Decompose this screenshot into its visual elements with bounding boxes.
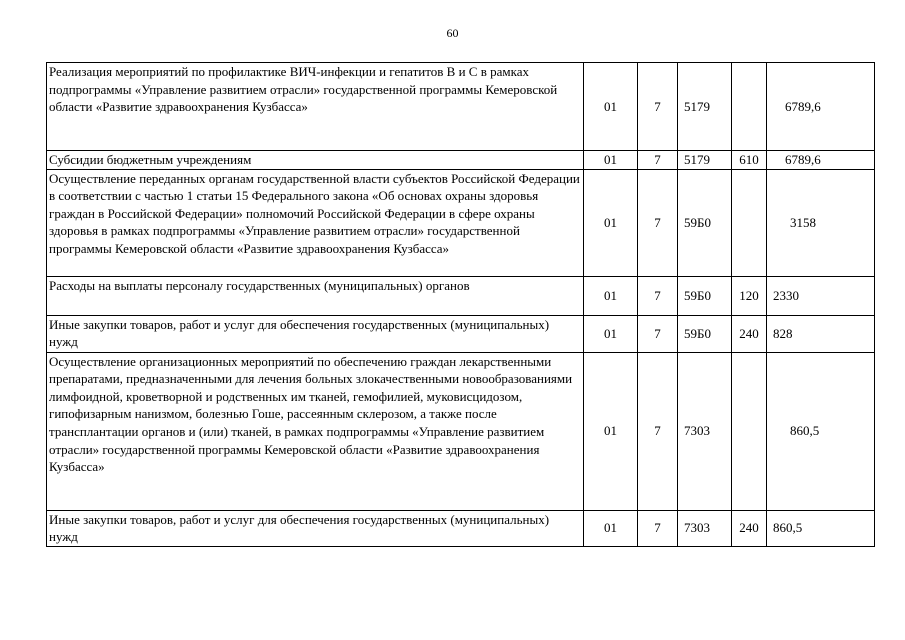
table-row bbox=[47, 169, 875, 276]
table-row bbox=[47, 151, 875, 170]
row-subsection: 7 bbox=[638, 510, 678, 546]
row-section: 01 bbox=[584, 315, 638, 352]
row-subsection: 7 bbox=[638, 352, 678, 510]
row-expense-type bbox=[732, 63, 767, 151]
row-target: 59Б0 bbox=[678, 276, 732, 315]
row-target: 7303 bbox=[678, 352, 732, 510]
row-target: 7303 bbox=[678, 510, 732, 546]
row-description: Субсидии бюджетным учреждениям bbox=[47, 151, 584, 170]
row-target: 5179 bbox=[678, 63, 732, 151]
row-subsection: 7 bbox=[638, 151, 678, 170]
row-expense-type: 120 bbox=[732, 276, 767, 315]
table-row bbox=[47, 352, 875, 510]
row-section: 01 bbox=[584, 276, 638, 315]
row-subsection: 7 bbox=[638, 63, 678, 151]
row-section: 01 bbox=[584, 169, 638, 276]
row-amount: 2330 bbox=[767, 276, 875, 315]
row-description: Иные закупки товаров, работ и услуг для обеспечения государственных (муниципальных) нужд bbox=[47, 510, 584, 546]
row-expense-type bbox=[732, 169, 767, 276]
row-subsection: 7 bbox=[638, 276, 678, 315]
row-section: 01 bbox=[584, 510, 638, 546]
row-subsection: 7 bbox=[638, 169, 678, 276]
row-description: Осуществление переданных органам государственной власти субъектов Российской Федерации в соответствии с частью 1 статьи 15 Федерального закона «Об основах охраны здоровья граждан в Российской Федерации» полномочий Российской Федерации в сфере охраны здоровья в рамках подпрограммы «Управление развитием отрасли» государственной программы Кемеровской области «Развитие здравоохранения Кузбасса» bbox=[47, 169, 584, 276]
row-description: Расходы на выплаты персоналу государственных (муниципальных) органов bbox=[47, 276, 584, 315]
row-section: 01 bbox=[584, 63, 638, 151]
row-expense-type: 240 bbox=[732, 510, 767, 546]
table-row bbox=[47, 510, 875, 546]
row-section: 01 bbox=[584, 352, 638, 510]
row-section: 01 bbox=[584, 151, 638, 170]
row-target: 59Б0 bbox=[678, 169, 732, 276]
row-amount: 6789,6 bbox=[767, 151, 875, 170]
row-expense-type bbox=[732, 352, 767, 510]
page-number: 60 bbox=[446, 26, 459, 40]
table-row bbox=[47, 315, 875, 352]
row-description: Осуществление организационных мероприятий по обеспечению граждан лекарственными препаратами, предназначенными для лечения больных злокачественными новообразованиями лимфоидной, кроветворной и родственных им тканей, гемофилией, муковисцидозом, гипофизарным нанизмом, болезнью Гоше, рассеянным склерозом, а также после трансплантации органов и (или) тканей, в рамках подпрограммы «Управление развитием отрасли» государственной программы Кемеровской области «Развитие здравоохранения Кузбасса» bbox=[47, 352, 584, 510]
row-amount: 860,5 bbox=[767, 352, 875, 510]
table-row bbox=[47, 63, 875, 151]
row-amount: 860,5 bbox=[767, 510, 875, 546]
row-amount: 6789,6 bbox=[767, 63, 875, 151]
row-expense-type: 610 bbox=[732, 151, 767, 170]
row-expense-type: 240 bbox=[732, 315, 767, 352]
row-target: 5179 bbox=[678, 151, 732, 170]
row-amount: 828 bbox=[767, 315, 875, 352]
row-description: Реализация мероприятий по профилактике ВИЧ-инфекции и гепатитов В и С в рамках подпрограммы «Управление развитием отрасли» государственной программы Кемеровской области «Развитие здравоохранения Кузбасса» bbox=[47, 63, 584, 151]
row-subsection: 7 bbox=[638, 315, 678, 352]
row-description: Иные закупки товаров, работ и услуг для обеспечения государственных (муниципальных) нужд bbox=[47, 315, 584, 352]
row-amount: 3158 bbox=[767, 169, 875, 276]
budget-table bbox=[46, 62, 875, 547]
row-target: 59Б0 bbox=[678, 315, 732, 352]
table-row bbox=[47, 276, 875, 315]
